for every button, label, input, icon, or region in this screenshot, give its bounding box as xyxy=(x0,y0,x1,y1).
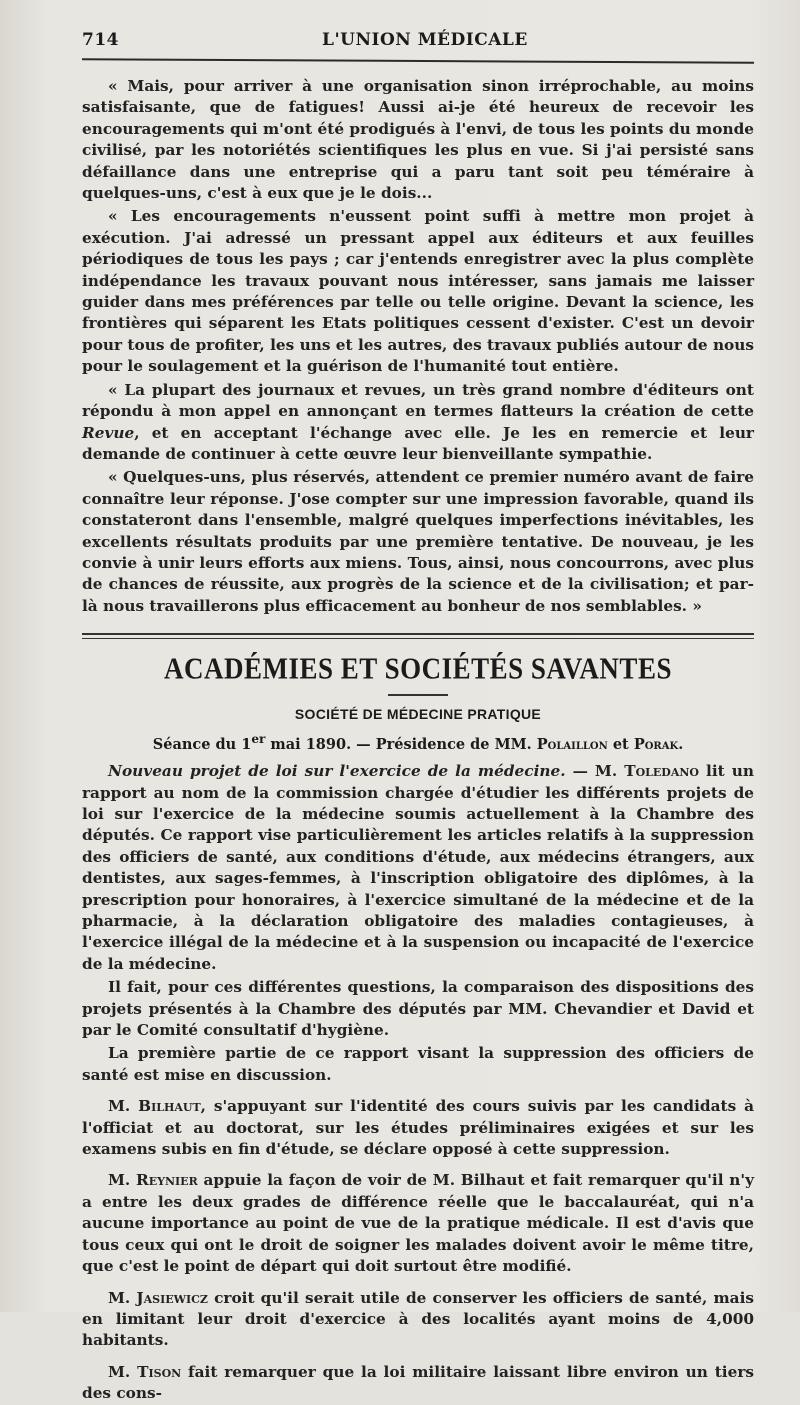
minutes-paragraph-1: Nouveau projet de loi sur l'exercice de la médecine. — M. Toledano lit un rapport au nom de la commission chargée d'étudier les différents projets de loi sur l'exercice de la médecine soumis actuellement à la Chambre des députés. Ce rapport vise particulièrement les articles relatifs à la suppression des officiers de santé, aux conditions d'étude, aux médecins étrangers, aux dentistes, aux sages-femmes, à l'inscription obligatoire des diplômes, à la prescription pour honoraires, à l'exercice simultané de la médecine et de la pharmacie, à la déclaration obligatoire des maladies contagieuses, à l'exercice illégal de la médecine et à la suspension ou incapacité de l'exercice de la médecine. xyxy=(82,762,754,973)
quote-paragraph-3: « La plupart des journaux et revues, un très grand nombre d'éditeurs ont répondu à mon appel en annonçant en termes flatteurs la création de cette Revue, et en acceptant l'échange avec elle. Je les en remercie et leur demande de continuer à cette œuvre leur bienveillante sympathie. xyxy=(82,380,754,463)
title-rule xyxy=(388,694,448,696)
revue-italic: Revue xyxy=(82,423,135,442)
seance-line: Séance du 1er mai 1890. — Présidence de MM. Polaillon et Porak. xyxy=(152,732,684,754)
quote-paragraph-2: « Les encouragements n'eussent point suffi à mettre mon projet à exécution. J'ai adressé un pressant appel aux éditeurs et aux feuilles périodiques de tous les pays ; car j'entends enregistrer avec la plus complète indépendance les travaux pouvant nous intéresser, sans jamais me laisser guider dans mes préférences par telle ou telle origine. Devant la science, les frontières qui séparent les Etats politiques cessent d'exister. C'est un devoir pour tous de profiter, les uns et les autres, des travaux publiés autour de nous pour le soulagement et la guérison de l'humanité tout entière. xyxy=(82,207,754,376)
minutes-paragraph-bilhaut: M. Bilhaut, s'appuyant sur l'identité des cours suivis par les candidats à l'officiat et au doctorat, sur les études préliminaires exigées et sur les examens subis en fin d'étude, se déclare opposé à cette suppression. xyxy=(82,1097,754,1159)
minutes-paragraph-2: Il fait, pour ces différentes questions, la comparaison des dispositions des projets présentés à la Chambre des députés par MM. Chevandier et David et par le Comité consultatif d'hygiène. xyxy=(82,978,754,1040)
minutes-paragraph-3: La première partie de ce rapport visant la suppression des officiers de santé est mise en discussion. xyxy=(82,1044,754,1084)
minutes-paragraph-tison: M. Tison fait remarquer que la loi militaire laissant libre environ un tiers des cons- xyxy=(82,1362,754,1403)
section-title: ACADÉMIES ET SOCIÉTÉS SAVANTES xyxy=(164,651,672,686)
running-title: L'UNION MÉDICALE xyxy=(322,30,528,50)
page-header xyxy=(82,28,754,60)
section-divider xyxy=(82,633,754,639)
society-name: SOCIÉTÉ DE MÉDECINE PRATIQUE xyxy=(294,706,542,723)
page-number: 714 xyxy=(82,30,119,50)
quote-paragraph-1: « Mais, pour arriver à une organisation sinon irréprochable, au moins satisfaisante, que de fatigues! Aussi ai-je été heureux de recevoir les encouragements qui m'ont été prodigués à l'envi, de tous les points du monde civilisé, par les notoriétés scientifiques les plus en vue. Si j'ai persisté sans défaillance dans une entreprise qui a paru tant soit peu téméraire à quelques-uns, c'est à eux que je le dois... xyxy=(82,77,754,203)
quote-paragraph-4: « Quelques-uns, plus réservés, attendent ce premier numéro avant de faire connaître leur réponse. J'ose compter sur une impression favorable, quand ils constateront dans l'ensemble, malgré quelques imperfections inévitables, les excellents résultats produits par une première tentative. De nouveau, je les convie à unir leurs efforts aux miens. Tous, ainsi, nous concourrons, avec plus de chances de réussite, aux progrès de la science et de la civilisation; et par-là nous travaillerons plus efficacement au bonheur de nos semblables. » xyxy=(82,468,754,615)
minutes-paragraph-jasiewicz: M. Jasiewicz croit qu'il serait utile de conserver les officiers de santé, mais en limitant leur droit d'exercice à des localités ayant moins de 4,000 habitants. xyxy=(82,1288,754,1350)
minutes-paragraph-reynier: M. Reynier appuie la façon de voir de M. Bilhaut et fait remarquer qu'il n'y a entre les deux grades de différence réelle que le baccalauréat, qui n'a aucune importance au point de vue de la pratique médicale. Il est d'avis que tous ceux qui ont le droit de soigner les malades doivent avoir le même titre, que c'est le point de départ qui doit surtout être modifié. xyxy=(82,1171,754,1276)
